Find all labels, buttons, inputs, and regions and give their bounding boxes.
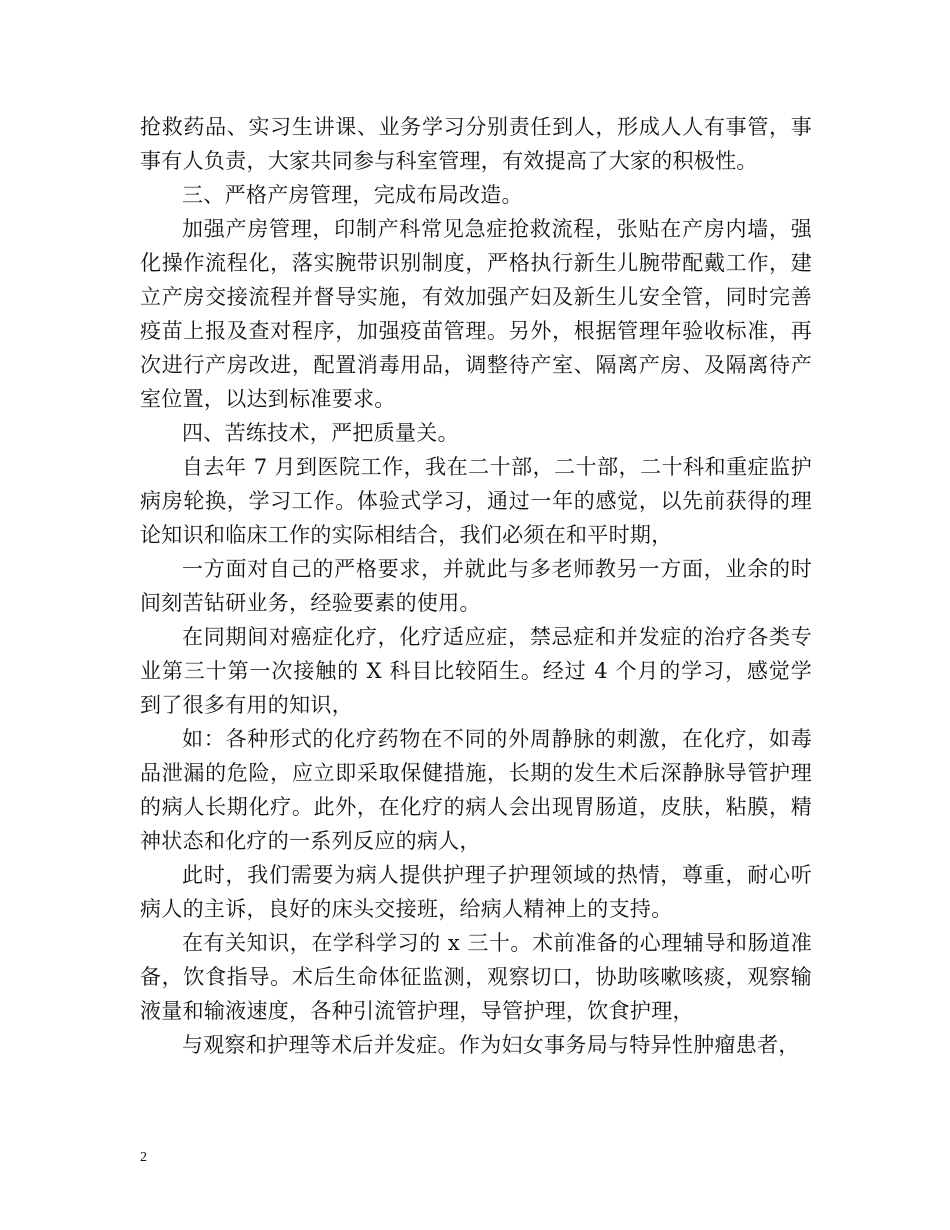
- paragraph: 抢救药品、实习生讲课、业务学习分别责任到人，形成人人有事管，事事有人负责，大家共同参与科室管理，有效提高了大家的积极性。: [140, 115, 812, 173]
- section-heading: 三、严格产房管理，完成布局改造。: [182, 183, 523, 207]
- section-heading: 四、苦练技术，严把质量关。: [182, 421, 459, 445]
- page-number: 2: [140, 1150, 147, 1165]
- paragraph: 与观察和护理等术后并发症。作为妇女事务局与特异性肿瘤患者，: [182, 1033, 800, 1057]
- paragraph: 在同期间对癌症化疗，化疗适应症，禁忌症和并发症的治疗各类专业第三十第一次接触的 X 科目比较陌生。经过 4 个月的学习，感觉学到了很多有用的知识，: [140, 625, 812, 717]
- paragraph: 如：各种形式的化疗药物在不同的外周静脉的刺激，在化疗，如毒品泄漏的危险，应立即采取保健措施，长期的发生术后深静脉导管护理的病人长期化疗。此外，在化疗的病人会出现胃肠道，皮肤，粘膜，精神状态和化疗的一系列反应的病人，: [140, 727, 812, 853]
- paragraph: 加强产房管理，印制产科常见急症抢救流程，张贴在产房内墙，强化操作流程化，落实腕带识别制度，严格执行新生儿腕带配戴工作，建立产房交接流程并督导实施，有效加强产妇及新生儿安全管，同时完善疫苗上报及查对程序，加强疫苗管理。另外，根据管理年验收标准，再次进行产房改进，配置消毒用品，调整待产室、隔离产房、及隔离待产室位置，以达到标准要求。: [140, 217, 812, 411]
- body-text: [140, 110, 812, 1062]
- paragraph: 此时，我们需要为病人提供护理子护理领域的热情，尊重，耐心听病人的主诉，良好的床头交接班，给病人精神上的支持。: [140, 863, 812, 921]
- paragraph: 在有关知识，在学科学习的 x 三十。术前准备的心理辅导和肠道准备，饮食指导。术后生命体征监测，观察切口，协助咳嗽咳痰，观察输液量和输液速度，各种引流管护理，导管护理，饮食护理，: [140, 931, 812, 1023]
- paragraph: 一方面对自己的严格要求，并就此与多老师教另一方面，业余的时间刻苦钻研业务，经验要素的使用。: [140, 557, 812, 615]
- paragraph: 自去年 7 月到医院工作，我在二十部，二十部，二十科和重症监护病房轮换，学习工作。体验式学习，通过一年的感觉，以先前获得的理论知识和临床工作的实际相结合，我们必须在和平时期，: [140, 455, 812, 547]
